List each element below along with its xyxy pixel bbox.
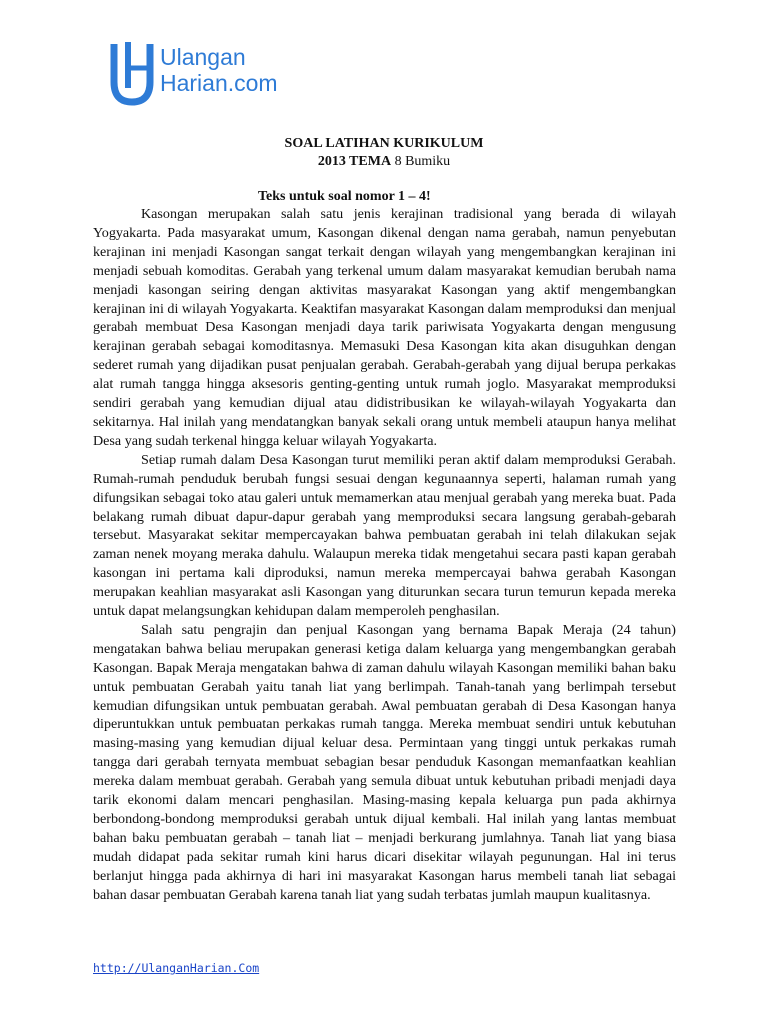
title-line-2-rest: 8 Bumiku	[391, 154, 451, 169]
section-heading: Teks untuk soal nomor 1 – 4!	[258, 189, 431, 204]
title-line-1: SOAL LATIHAN KURIKULUM	[284, 136, 484, 151]
logo-text	[160, 44, 278, 96]
paragraph-2: Setiap rumah dalam Desa Kasongan turut memiliki peran aktif dalam memproduksi Gerabah. Rumah-rumah penduduk berubah fungsi sesuai dengan kegunaannya seperti, halaman rumah yang difungsikan sebagai toko atau galeri untuk memamerkan atau menjual gerabah yang mereka buat. Pada belakang rumah dibuat dapur-dapur gerabah yang memproduksi secara langsung gerabah-gebarah tersebut. Masyarakat sekitar mempercayakan bahwa pembuatan gerabah ini telah dilakukan sejak zaman nenek moyang meraka dahulu. Walaupun mereka tidak mengetahui secara pasti kapan gerabah kasongan ini pertama kali diproduksi, namun mereka mempercayai bahwa gerabah Kasongan merupakan keahlian masyarakat asli Kasongan yang diturunkan secara turun temurun kepada mereka untuk dapat melangsungkan kehidupan dalam memperoleh penghasilan.	[93, 451, 676, 620]
document-title	[0, 135, 768, 153]
title-line-2-bold: 2013 TEMA	[317, 154, 392, 169]
document-subtitle	[0, 153, 768, 171]
logo-mark-icon	[108, 38, 160, 110]
logo-line-2: Harian.com	[160, 70, 278, 96]
article-body	[93, 205, 676, 905]
paragraph-3: Salah satu pengrajin dan penjual Kasongan yang bernama Bapak Meraja (24 tahun) mengatakan bahwa beliau merupakan generasi ketiga dalam keluarga yang mengembangkan gerabah Kasongan. Bapak Meraja mengatakan bahwa di zaman dahulu wilayah Kasongan memiliki bahan baku untuk pembuatan Gerabah yaitu tanah liat yang berlimpah. Tanah-tanah yang berlimpah tersebut kemudian difungsikan untuk pembuatan gerabah. Awal pembuatan gerabah di Desa Kasongan hanya diperuntukkan untuk pembuatan perkakas rumah tangga. Mereka membuat sendiri untuk kebutuhan masing-masing yang kemudian dijual keluar desa. Permintaan yang tinggi untuk perkakas rumah tangga dari gerabah ternyata membuat sebagian besar penduduk Kasongan memanfaatkan keahlian mereka dalam membuat gerabah. Gerabah yang semula dibuat untuk kebutuhan pribadi menjadi daya tarik ekonomi dalam mencari penghasilan. Masing-masing kepala keluarga pun pada akhirnya berbondong-bondong memproduksi gerabah untuk dijual kembali. Hal inilah yang lantas membuat bahan baku pembuatan gerabah – tanah liat – menjadi berkurang jumlahnya. Tanah liat yang biasa mudah didapat pada sekitar rumah kini harus dicari disekitar wilayah pegunungan. Hal ini terus berlanjut hingga pada akhirnya di hari ini masyarakat Kasongan harus membeli tanah liat sebagai bahan dasar pembuatan Gerabah karena tanah liat yang sudah terbatas jumlah maupun kualitasnya.	[93, 621, 676, 903]
site-logo[interactable]	[108, 38, 308, 110]
paragraph-1: Kasongan merupakan salah satu jenis kerajinan tradisional yang berada di wilayah Yogyakarta. Pada masyarakat umum, Kasongan dikenal dengan nama gerabah, namun penyebutan kerajinan ini menjadi Kasongan sangat terkait dengan wilayah yang mengembangkan kerajinan ini menjadi sebuah komoditas. Gerabah yang terkenal umum dalam masyarakat kemudian berubah nama menjadi kasongan seiring dengan aktivitas masyarakat Kasongan yang aktif mengembangkan kerajinan ini di wilayah Yogyakarta. Keaktifan masyarakat Kasongan dalam memproduksi dan menjual gerabah membuat Desa Kasongan menjadi daya tarik pariwisata Yogyakarta dengan mengusung kerajinan gerabah sebagai komoditasnya. Memasuki Desa Kasongan kita akan disuguhkan dengan sederet rumah yang dijadikan pusat penjualan gerabah. Gerabah-gerabah yang dijual berupa perkakas alat rumah tangga hingga aksesoris genting-genting untuk rumah joglo. Masyarakat memproduksi sendiri gerabah yang kemudian dijual atau didistribusikan ke wilayah-wilayah Yogyakarta dan sekitarnya. Hal inilah yang mendatangkan banyak sekali orang untuk membeli ataupun hanya melihat Desa yang sudah terkenal hingga keluar wilayah Yogyakarta.	[93, 206, 676, 449]
footer-link[interactable]: http://UlanganHarian.Com	[93, 961, 260, 975]
logo-line-1: Ulangan	[160, 44, 246, 70]
